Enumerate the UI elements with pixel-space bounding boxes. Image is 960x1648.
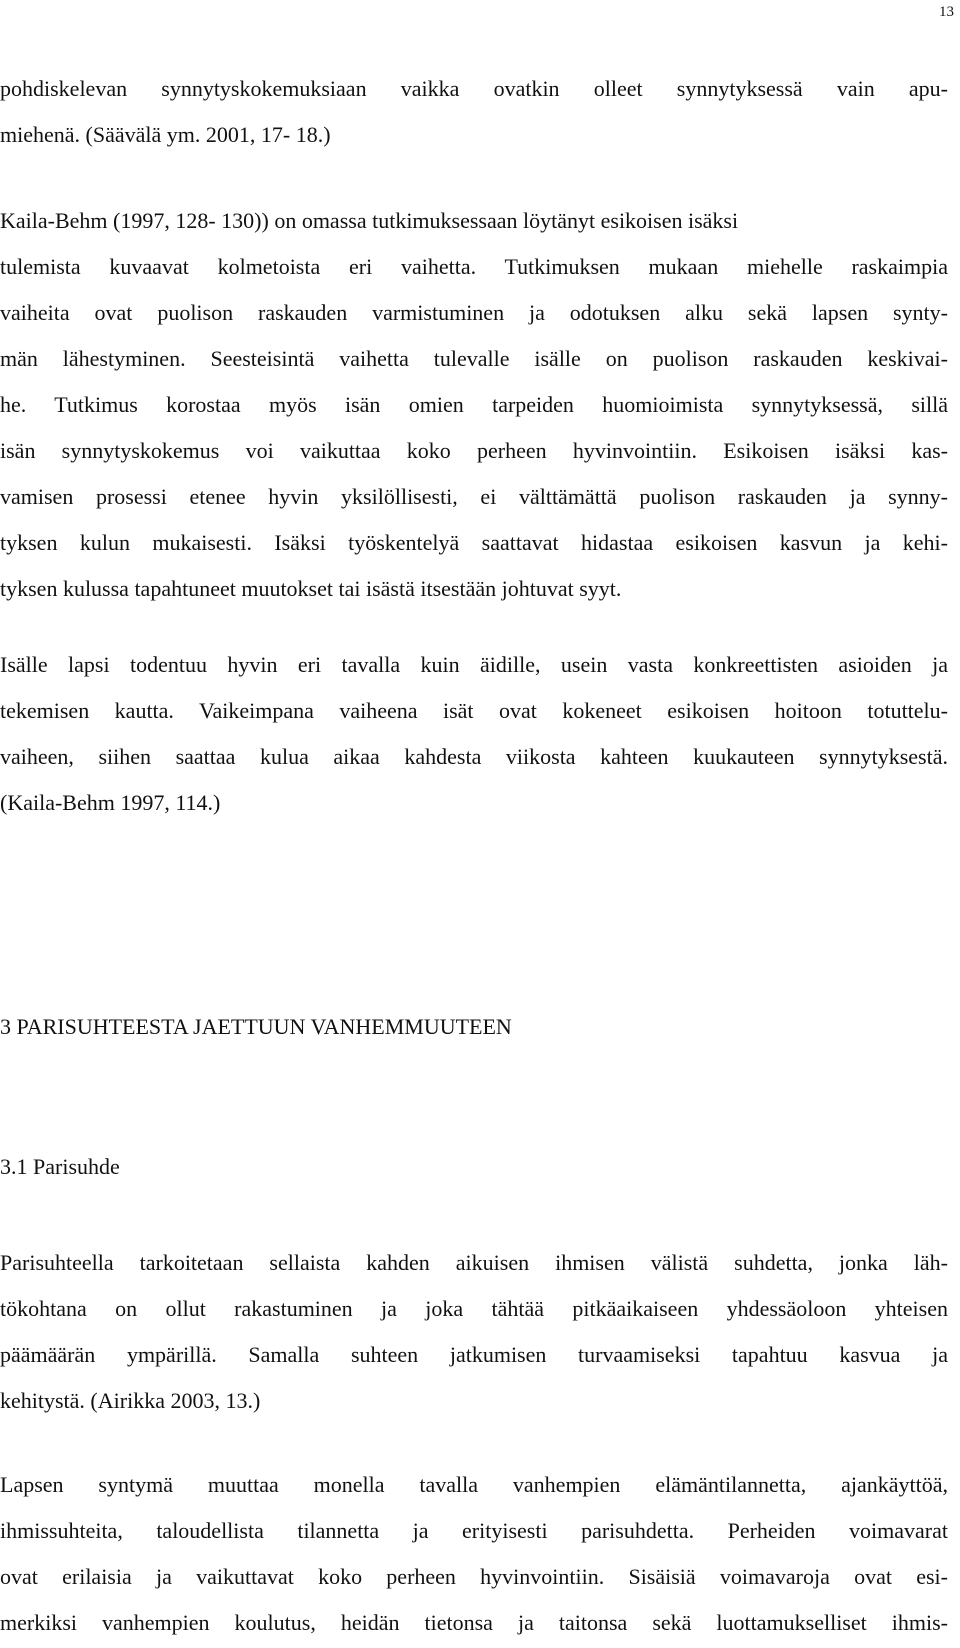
text-line: ihmissuhteita, taloudellista tilannetta ja erityisesti parisuhdetta. Perheiden voimavarat [0,1518,948,1543]
text-line: män lähestyminen. Seesteisintä vaihetta tulevalle isälle on puolison raskauden keskivai- [0,346,948,371]
text-line: Lapsen syntymä muuttaa monella tavalla vanhempien elämäntilannetta, ajankäyttöä, [0,1472,948,1497]
text-line: päämäärän ympärillä. Samalla suhteen jatkumisen turvaamiseksi tapahtuu kasvua ja [0,1342,948,1367]
text-line: Parisuhteella tarkoitetaan sellaista kahden aikuisen ihmisen välistä suhdetta, jonka läh- [0,1250,948,1275]
page-number: 13 [939,4,954,20]
text-line: pohdiskelevan synnytyskokemuksiaan vaikka ovatkin olleet synnytyksessä vain apu- [0,76,948,101]
text-line: tyksen kulussa tapahtuneet muutokset tai isästä itsestään johtuvat syyt. [0,576,622,601]
text-line: tyksen kulun mukaisesti. Isäksi työskentelyä saattavat hidastaa esikoisen kasvun ja kehi- [0,530,948,555]
paragraph-2 [0,198,948,612]
text-line: vamisen prosessi etenee hyvin yksilöllisesti, ei välttämättä puolison raskauden ja synny- [0,484,948,509]
paragraph-3 [0,642,948,826]
text-line: Kaila-Behm (1997, 128- 130)) on omassa tutkimuksessaan löytänyt esikoisen isäksi [0,208,739,233]
text-line: tekemisen kautta. Vaikeimpana vaiheena isät ovat kokeneet esikoisen hoitoon totuttelu- [0,698,948,723]
text-line: tulemista kuvaavat kolmetoista eri vaihetta. Tutkimuksen mukaan miehelle raskaimpia [0,254,948,279]
text-line: vaiheen, siihen saattaa kulua aikaa kahdesta viikosta kahteen kuukauteen synnytyksestä. [0,744,948,769]
text-line: he. Tutkimus korostaa myös isän omien tarpeiden huomioimista synnytyksessä, sillä [0,392,948,417]
text-line: kehitystä. (Airikka 2003, 13.) [0,1388,261,1413]
paragraph-4 [0,1240,948,1424]
paragraph-5 [0,1462,948,1646]
text-line: ovat erilaisia ja vaikuttavat koko perheen hyvinvointiin. Sisäisiä voimavaroja ovat esi- [0,1564,948,1589]
text-line: tökohtana on ollut rakastuminen ja joka tähtää pitkäaikaiseen yhdessäoloon yhteisen [0,1296,948,1321]
text-line: (Kaila-Behm 1997, 114.) [0,790,221,815]
chapter-heading: 3 PARISUHTEESTA JAETTUUN VANHEMMUUTEEN [0,1014,512,1039]
text-line: Isälle lapsi todentuu hyvin eri tavalla kuin äidille, usein vasta konkreettisten asioiden ja [0,652,948,677]
paragraph-1 [0,66,948,158]
text-line: isän synnytyskokemus voi vaikuttaa koko perheen hyvinvointiin. Esikoisen isäksi kas- [0,438,948,463]
text-line: merkiksi vanhempien koulutus, heidän tietonsa ja taitonsa sekä luottamukselliset ihmis- [0,1610,948,1635]
section-heading: 3.1 Parisuhde [0,1154,120,1179]
text-line: miehenä. (Säävälä ym. 2001, 17- 18.) [0,122,331,147]
text-line: vaiheita ovat puolison raskauden varmistuminen ja odotuksen alku sekä lapsen synty- [0,300,948,325]
